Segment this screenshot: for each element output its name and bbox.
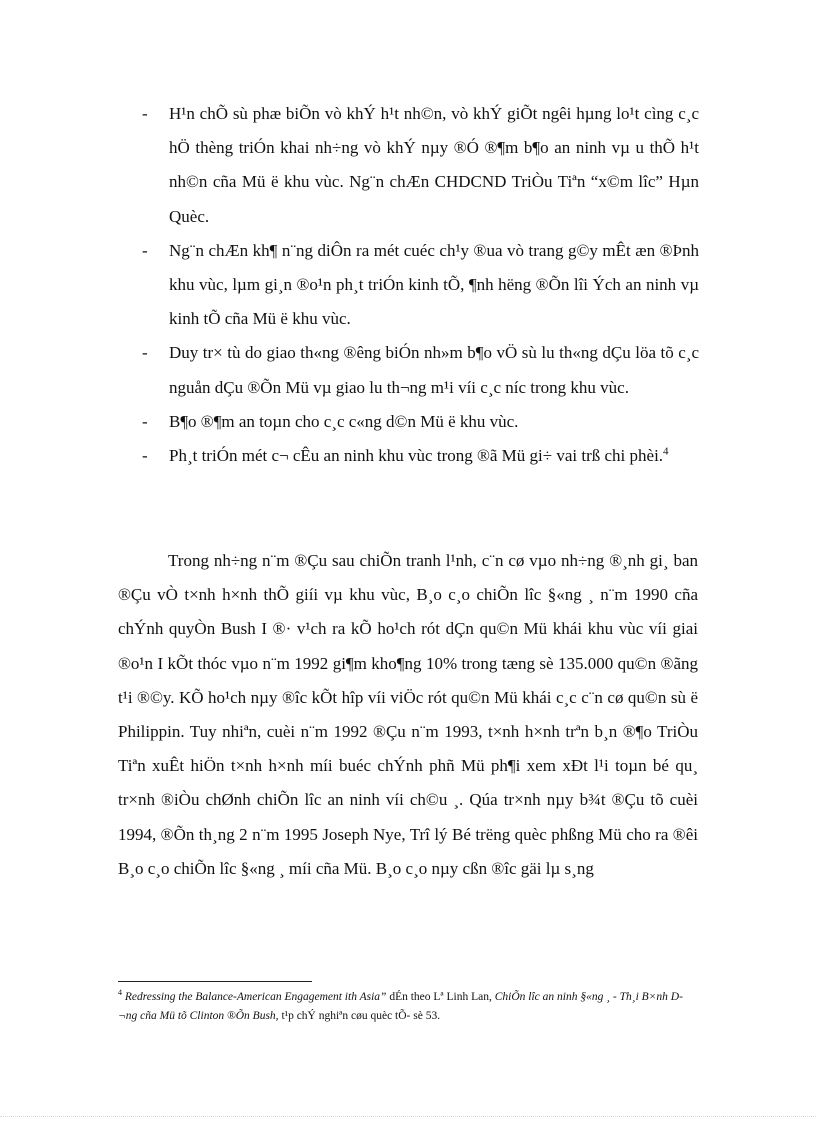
bullet-text: Ng¨n chÆn kh¶ n¨ng diÔn ra mét cuéc ch¹y ®ua vò trang g©y mÊt æn ®Þnh khu vùc, lµm gi¸n ®o¹n ph¸t triÓn kinh tÕ, ¶nh hëng ®Õn lîi Ých an ninh vµ kinh tÕ cña Mü ë khu vùc. <box>169 240 699 329</box>
body-paragraph: Trong nh÷ng n¨m ®Çu sau chiÕn tranh l¹nh, c¨n cø vµo nh÷ng ®¸nh gi¸ ban ®Çu vÒ t×nh h×nh thÕ giíi vµ khu vùc, B¸o c¸o chiÕn lîc §«ng ¸ n¨m 1990 cña chÝnh quyÒn Bush I ®· v¹ch ra kÕ ho¹ch rót dÇn qu©n Mü khái khu vùc víi giai ®o¹n I kÕt thóc vµo n¨m 1992 gi¶m kho¶ng 10% trong tæng sè 135.000 qu©n ®ãng t¹i ®©y. KÕ ho¹ch nµy ®îc kÕt hîp víi viÖc rót qu©n Mü khái c¸c c¨n cø qu©n sù ë Philippin. Tuy nhiªn, cuèi n¨m 1992 ®Çu n¨m 1993, t×nh h×nh trªn b¸n ®¶o TriÒu Tiªn xuÊt hiÖn t×nh h×nh míi buéc chÝnh phñ Mü ph¶i xem xÐt l¹i toµn bé qu¸ tr×nh ®iÒu chØnh chiÕn lîc an ninh víi ch©u ¸. Qúa tr×nh nµy b¾t ®Çu tõ cuèi 1994, ®Õn th¸ng 2 n¨m 1995 Joseph Nye, Trî lý Bé trëng quèc phßng Mü cho ra ®êi B¸o c¸o chiÕn lîc §«ng ¸ míi cña Mü. B¸o c¸o nµy cßn ®îc gäi lµ s¸ng <box>118 551 698 878</box>
bullet-item <box>0 97 816 234</box>
bullet-text <box>169 439 699 473</box>
page-bottom-border <box>0 1116 816 1117</box>
bullet-item <box>0 336 816 404</box>
bullet-text: H¹n chÕ sù phæ biÕn vò khÝ h¹t nh©n, vò khÝ giÕt ngêi hµng lo¹t cìng c¸c hÖ thèng triÓn khai nh÷ng vò khÝ nµy ®Ó ®¶m b¶o an ninh vµ u thÕ h¹t nh©n cña Mü ë khu vùc. Ng¨n chÆn CHDCND TriÒu Tiªn “x©m lîc” Hµn Quèc. <box>169 104 699 226</box>
bullet-text-content: Ph¸t triÓn mét c¬ cÊu an ninh khu vùc trong ®ã Mü gi÷ vai trß chi phèi. <box>169 446 664 466</box>
bullet-dash: - <box>142 240 148 260</box>
footnote-book-title: ChiÕn lîc an ninh §«ng ¸ - Th¸i B×nh D¬ng cña Mü tõ Clinton ®Õn Bush, <box>118 991 683 1022</box>
bullet-item <box>0 439 816 473</box>
footnote-source-title: Redressing the Balance-American Engagement ith Asia” <box>124 991 387 1003</box>
bullet-text: B¶o ®¶m an toµn cho c¸c c«ng d©n Mü ë khu vùc. <box>169 411 519 431</box>
footnote-reference[interactable]: 4 <box>663 445 669 458</box>
footnote-citation-tail: t¹p chÝ nghiªn cøu quèc tÕ- sè 53. <box>278 1010 441 1022</box>
footnote-number: 4 <box>118 988 122 998</box>
bullet-item <box>0 405 816 439</box>
bullet-dash: - <box>142 343 148 363</box>
bullet-dash: - <box>142 104 148 123</box>
bullet-dash: - <box>142 411 148 431</box>
bullet-text: Duy tr× tù do giao th«ng ®êng biÓn nh»m b¶o vÖ sù lu th«ng dÇu löa tõ c¸c nguån dÇu ®Õn Mü vµ giao lu th¬ng m¹i víi c¸c níc trong khu vùc. <box>169 343 699 397</box>
bullet-list <box>0 97 816 473</box>
footnote-separator <box>118 981 312 982</box>
footnote <box>118 988 698 1026</box>
bullet-item <box>0 234 816 337</box>
bullet-dash: - <box>142 446 148 466</box>
footnote-citation-intro: dÉn theo Lª Linh Lan, <box>386 991 495 1003</box>
